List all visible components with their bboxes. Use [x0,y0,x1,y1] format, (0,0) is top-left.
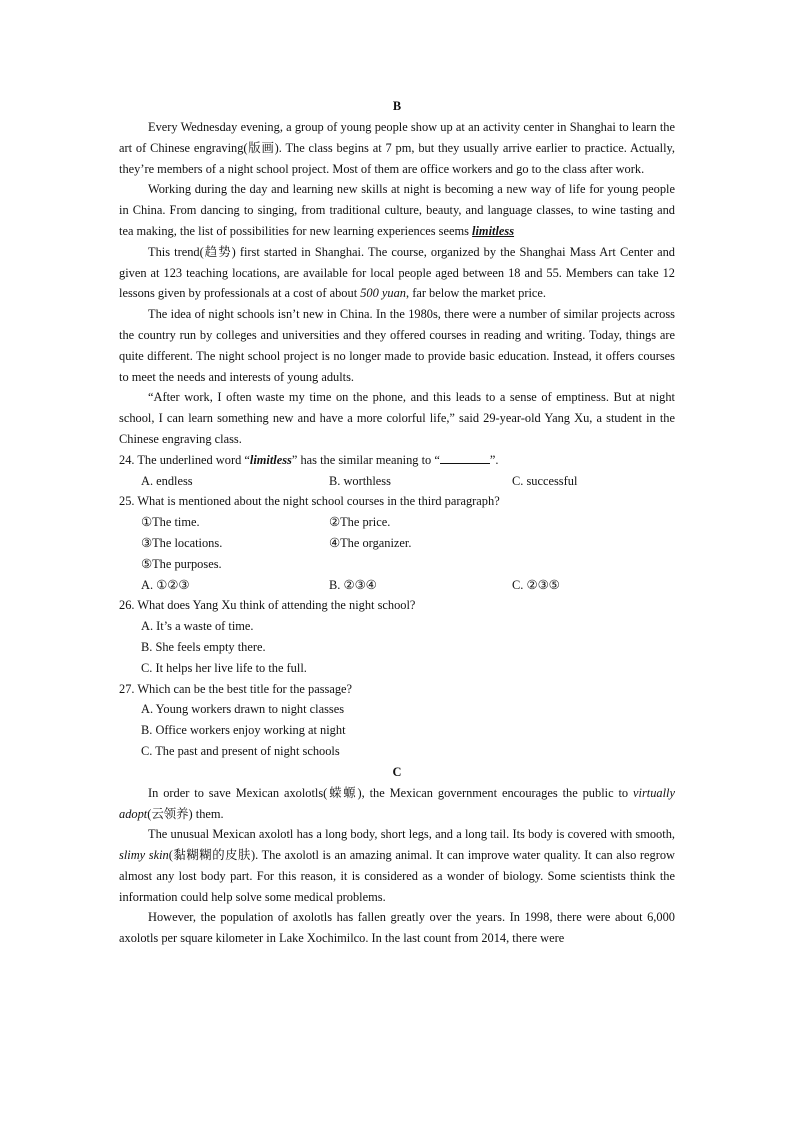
option-a: A. endless [141,473,193,488]
option-c: C. ②③⑤ [512,577,560,592]
question-keyword: limitless [249,452,292,467]
paragraph-text: (云领养) them. [147,806,224,821]
underlined-word-limitless: limitless [472,223,515,238]
passage-c-paragraph-1 [119,783,675,825]
question-26-option-a: A. It’s a waste of time. [141,619,254,634]
passage-c-paragraph-2 [119,824,675,907]
paragraph-text: (黏糊糊的皮肤). The axolotl is an amazing animal. It can improve water quality. It can also regrow almost any lost body part. For this reason, it is considered as a wonder of biology. Some scientists think the information could help solve some medical problems. [119,848,675,904]
question-26-option-c: C. It helps her live life to the full. [141,660,307,675]
passage-b-paragraph-3 [119,242,675,304]
item-5: ⑤The purposes. [141,556,222,571]
paragraph-text: This trend(趋势) first started in Shanghai. The course, organized by the Shanghai Mass Art Center and given at 123 teaching locations, are available for local people aged between 18 and 55. Members can take 12 lessons given by professionals at a cost of about [119,244,675,301]
section-c-heading: C [392,764,402,779]
question-27-option-c: C. The past and present of night schools [141,743,340,758]
question-text: 24. The underlined word “ [119,452,250,467]
passage-c-paragraph-3: However, the population of axolotls has fallen greatly over the years. In 1998, there were about 6,000 axolotls per square kilometer in Lake Xochimilco. In the last count from 2014, there were [119,910,675,946]
italic-term: virtually adopt [119,785,675,821]
question-25-options [119,575,675,596]
question-26-option-b: B. She feels empty there. [141,639,266,654]
option-c: C. successful [512,473,578,488]
passage-b-paragraph-5: “After work, I often waste my time on the phone, and this leads to a sense of emptiness. But at night school, I can learn something new and have a more colorful life,” said 29-year-old Yang Xu, a student in the Chinese engraving class. [119,390,675,446]
question-24-options [119,471,675,492]
question-text: ”. [489,452,499,467]
paragraph-text: , far below the market price. [406,286,547,301]
question-25-items-row-2 [119,533,675,554]
passage-b-paragraph-1: Every Wednesday evening, a group of young people show up at an activity center in Shanghai to learn the art of Chinese engraving(版画). The class begins at 7 pm, but they usually arrive earlier to practice. Actually, they’re members of a night school project. Most of them are office workers and go to the class after work. [119,120,675,176]
question-27-option-a: A. Young workers drawn to night classes [141,702,345,717]
question-text: ” has the similar meaning to “ [291,452,440,467]
question-27-option-b: B. Office workers enjoy working at night [141,723,346,738]
option-a: A. ①②③ [141,577,190,592]
item-2: ②The price. [329,515,391,530]
paragraph-text: In order to save Mexican axolotls(蝾螈), the Mexican government encourages the public to [148,785,634,800]
document-content [119,96,675,949]
item-4: ④The organizer. [329,535,412,550]
item-1: ①The time. [141,515,200,530]
question-26: 26. What does Yang Xu think of attending the night school? [119,598,416,613]
option-b: B. worthless [329,473,391,488]
question-25-items-row-1 [119,512,675,533]
question-27: 27. Which can be the best title for the passage? [119,681,353,696]
answer-blank [440,451,490,464]
paragraph-text: The unusual Mexican axolotl has a long body, short legs, and a long tail. Its body is covered with smooth, [148,827,675,842]
passage-b-paragraph-2 [119,179,675,241]
option-b: B. ②③④ [329,577,377,592]
paragraph-text: Working during the day and learning new skills at night is becoming a new way of life for young people in China. From dancing to singing, from traditional culture, beauty, and language classes, to wine tasting and tea making, the list of possibilities for new learning experiences seems [119,182,675,238]
item-3: ③The locations. [141,535,223,550]
price-text: 500 yuan [360,286,407,301]
question-24 [119,450,675,471]
italic-term: slimy skin [119,848,169,863]
question-25-items-row-3 [119,554,675,575]
question-25: 25. What is mentioned about the night school courses in the third paragraph? [119,494,500,509]
section-b-heading: B [392,99,402,113]
passage-b-paragraph-4: The idea of night schools isn’t new in China. In the 1980s, there were a number of similar projects across the country run by colleges and universities and they offered courses in reading and writing. Today, things are quite different. The night school project is no longer made to provide basic education. Instead, it offers courses to meet the needs and interests of young adults. [119,307,675,384]
